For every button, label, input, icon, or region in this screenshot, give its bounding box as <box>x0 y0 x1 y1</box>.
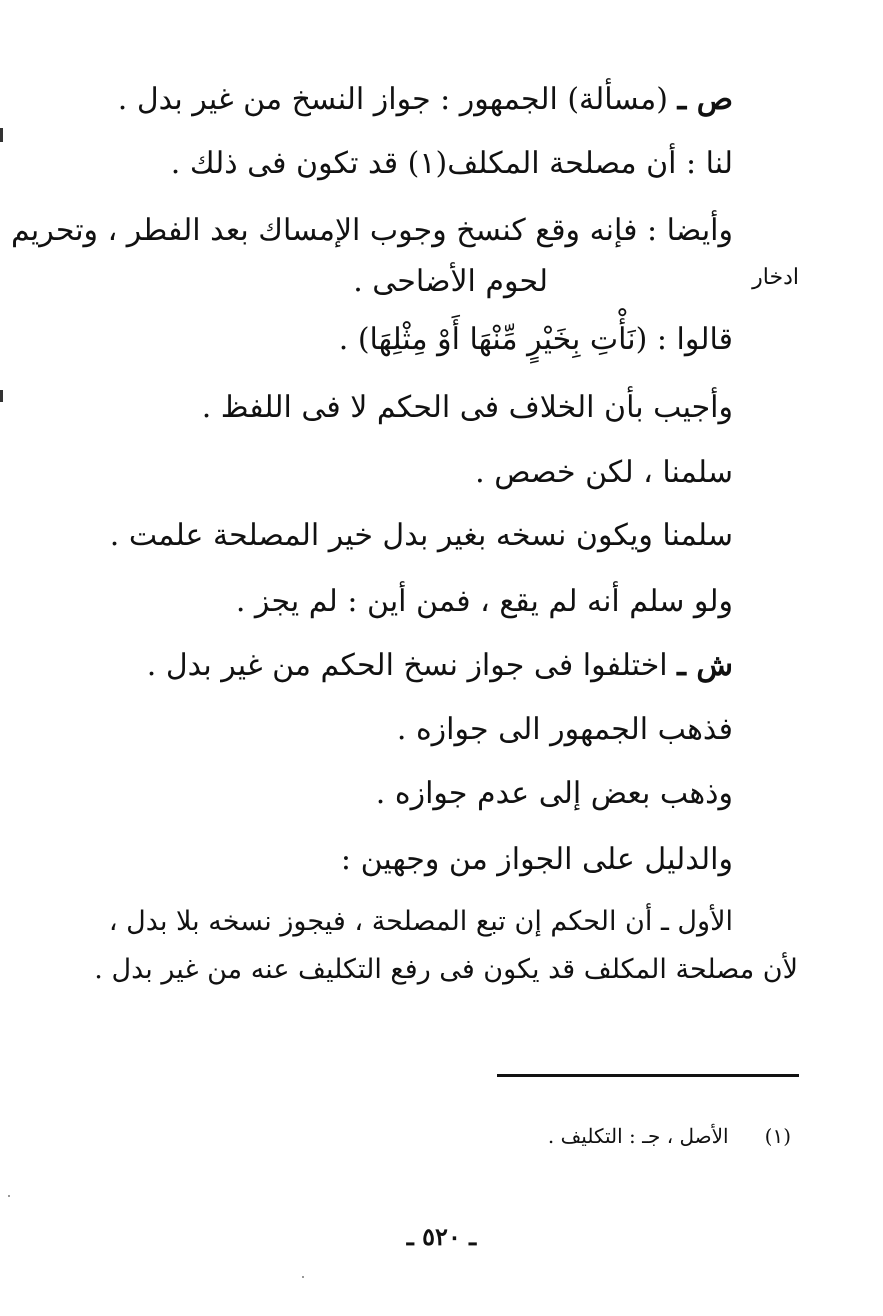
line-lead: ص ـ <box>677 82 733 117</box>
text-line-14 <box>109 902 733 942</box>
footnote-divider <box>497 1074 799 1077</box>
text-line-1 <box>118 80 733 120</box>
footnote <box>548 1122 791 1150</box>
text-line-10 <box>147 646 733 686</box>
footnote-number: (١) <box>764 1124 791 1148</box>
line-text: اختلفوا فى جواز نسخ الحكم من غير بدل . <box>146 648 678 683</box>
line-text: وذهب بعض إلى عدم جوازه . <box>375 776 733 811</box>
text-line-4 <box>353 262 548 302</box>
text-line-3 <box>11 211 733 251</box>
line-text: فذهب الجمهور الى جوازه . <box>396 712 733 747</box>
line-text: لحوم الأضاحى . <box>353 264 548 299</box>
text-line-2 <box>171 144 733 184</box>
line-text: وأجيب بأن الخلاف فى الحكم لا فى اللفظ . <box>201 390 733 425</box>
footnote-text: الأصل ، جـ : التكليف . <box>547 1124 729 1148</box>
scan-edge-mark-top <box>0 128 3 142</box>
line-text: لنا : أن مصلحة المكلف(١) قد تكون فى ذلك . <box>170 146 733 181</box>
scan-speck <box>8 1195 10 1197</box>
line-text: قالوا : (نَأْتِ بِخَيْرٍ مِّنْهَا أَوْ مِثْلِهَا) . <box>338 322 733 357</box>
text-line-9 <box>236 582 733 622</box>
line-text: ولو سلم أنه لم يقع ، فمن أين : لم يجز . <box>235 584 733 619</box>
scan-edge-mark-middle <box>0 390 3 402</box>
line-text: والدليل على الجواز من وجهين : <box>340 842 733 877</box>
text-line-7 <box>475 453 733 493</box>
text-line-11 <box>397 710 733 750</box>
page-number: ـ ٥٢٠ ـ <box>406 1222 477 1251</box>
line-lead: ش ـ <box>677 648 733 683</box>
line-text: لأن مصلحة المكلف قد يكون فى رفع التكليف عنه من غير بدل . <box>94 954 798 985</box>
line-text: سلمنا ، لكن خصص . <box>475 455 733 490</box>
text-line-12 <box>376 774 733 814</box>
line-text: (مسألة) الجمهور : جواز النسخ من غير بدل . <box>117 82 678 117</box>
margin-note: ادخار <box>752 265 799 290</box>
text-line-13 <box>341 840 733 880</box>
line-text: الأول ـ أن الحكم إن تبع المصلحة ، فيجوز نسخه بلا بدل ، <box>108 906 733 937</box>
text-line-6 <box>202 388 733 428</box>
line-text: وأيضا : فإنه وقع كنسخ وجوب الإمساك بعد الفطر ، وتحريم <box>10 213 733 248</box>
scan-speck <box>302 1276 304 1278</box>
text-line-8 <box>110 516 733 556</box>
text-line-15 <box>94 950 798 990</box>
text-line-5 <box>339 320 733 360</box>
line-text: سلمنا ويكون نسخه بغير بدل خير المصلحة علمت . <box>109 518 733 553</box>
